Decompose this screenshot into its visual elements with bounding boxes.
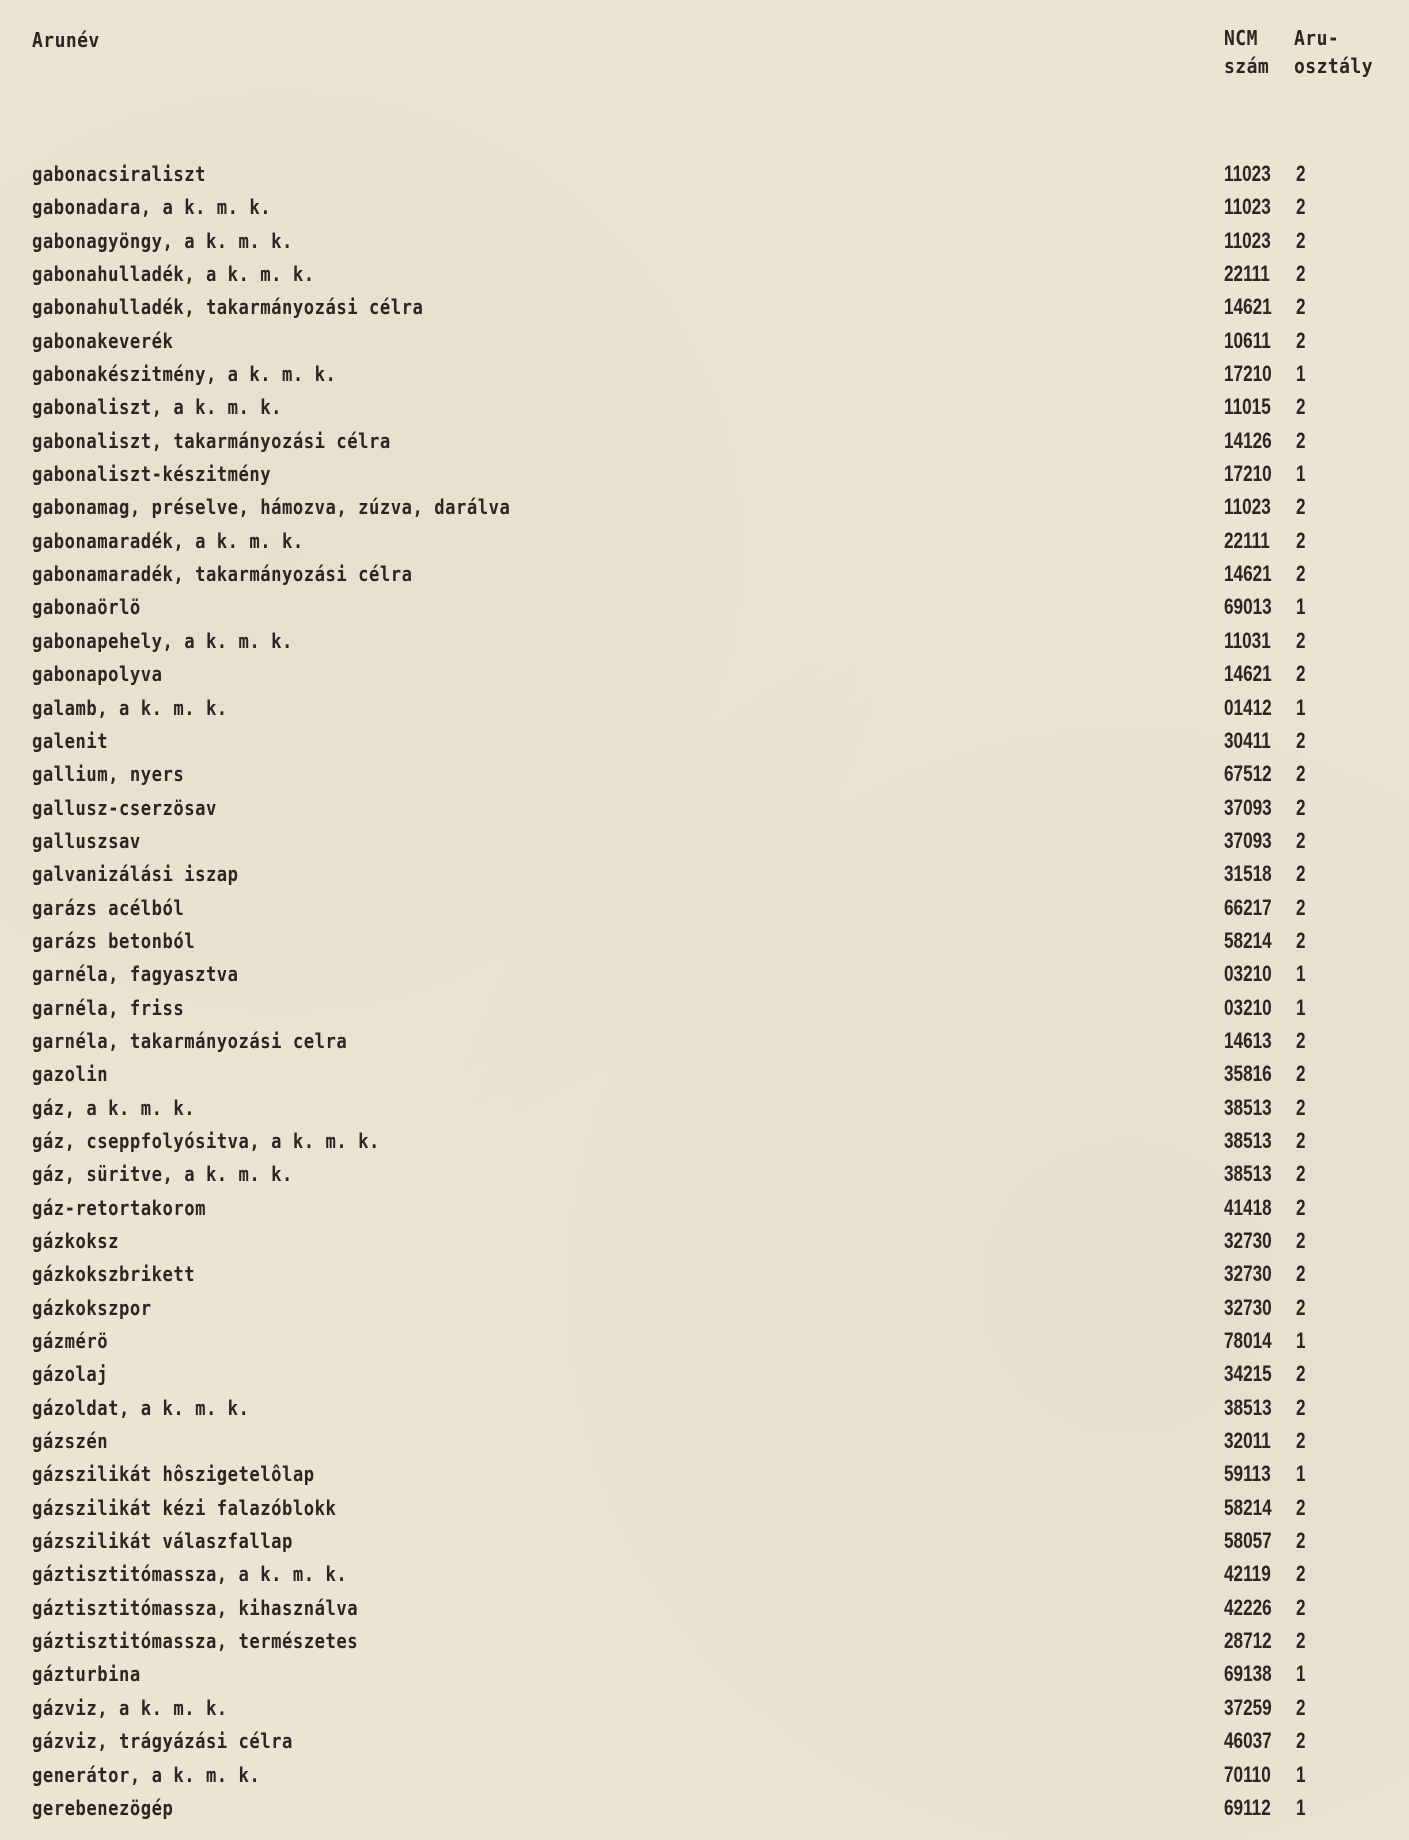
list-item <box>0 1658 1409 1691</box>
ncm-code: 69138 <box>1224 1661 1272 1687</box>
product-class: 2 <box>1296 627 1306 653</box>
product-class: 2 <box>1296 727 1306 753</box>
list-item <box>0 191 1409 224</box>
product-name: galluszsav <box>32 828 141 853</box>
ncm-code: 31518 <box>1224 861 1272 887</box>
list-item <box>0 1558 1409 1591</box>
ncm-code: 11015 <box>1224 394 1271 420</box>
product-name: gázolaj <box>32 1362 109 1387</box>
ncm-code: 28712 <box>1224 1628 1272 1654</box>
product-class: 2 <box>1296 1061 1306 1087</box>
product-name: gázviz, a k. m. k. <box>32 1695 228 1720</box>
product-name: gázviz, trágyázási célra <box>32 1729 293 1754</box>
ncm-code: 66217 <box>1224 894 1272 920</box>
product-class: 2 <box>1296 327 1306 353</box>
product-class: 2 <box>1296 1161 1306 1187</box>
column-header-name: Arunév <box>32 28 100 52</box>
ncm-code: 03210 <box>1224 994 1272 1020</box>
ncm-code: 78014 <box>1224 1328 1272 1354</box>
ncm-code: 37093 <box>1224 794 1272 820</box>
list-item <box>0 625 1409 658</box>
list-item <box>0 1759 1409 1792</box>
ncm-code: 17210 <box>1224 461 1272 487</box>
list-item <box>0 925 1409 958</box>
product-name: garnéla, friss <box>32 995 185 1020</box>
list-item <box>0 291 1409 324</box>
ncm-code: 32730 <box>1224 1228 1272 1253</box>
ncm-code: 11023 <box>1224 494 1271 520</box>
product-class: 2 <box>1296 427 1306 453</box>
product-class: 1 <box>1296 594 1306 620</box>
product-class: 1 <box>1296 1794 1306 1820</box>
product-name: gázszilikát válaszfallap <box>32 1529 293 1554</box>
product-class: 2 <box>1296 261 1306 287</box>
product-name: gabonaliszt, a k. m. k. <box>32 395 283 420</box>
list-item <box>0 1725 1409 1758</box>
list-item <box>0 992 1409 1025</box>
product-name: gazolin <box>32 1062 109 1087</box>
list-item <box>0 1092 1409 1125</box>
list-item <box>0 425 1409 458</box>
list-item <box>0 1258 1409 1291</box>
product-name: gázszén <box>32 1429 109 1454</box>
column-header-ncm <box>1224 24 1287 80</box>
product-class: 2 <box>1296 494 1306 520</box>
product-name: gabonacsiraliszt <box>32 162 206 186</box>
product-name: galamb, a k. m. k. <box>32 695 228 720</box>
ncm-code: 38513 <box>1224 1394 1272 1420</box>
product-class: 1 <box>1296 1461 1306 1487</box>
list-item <box>0 1192 1409 1225</box>
product-name: gabonaörlö <box>32 595 141 620</box>
product-class: 2 <box>1296 1528 1306 1554</box>
product-name: gabonahulladék, a k. m. k. <box>32 262 315 287</box>
list-item <box>0 358 1409 391</box>
column-header-class-line1: Aru- <box>1294 26 1340 50</box>
ncm-code: 01412 <box>1224 694 1272 720</box>
ncm-code: 42226 <box>1224 1594 1272 1620</box>
list-item <box>0 1358 1409 1391</box>
ncm-code: 38513 <box>1224 1094 1272 1120</box>
product-name: gázkoksz <box>32 1229 119 1253</box>
list-item <box>0 725 1409 758</box>
product-name: gabonaliszt-készitmény <box>32 462 272 487</box>
list-item <box>0 1125 1409 1158</box>
list-item <box>0 1592 1409 1625</box>
product-class: 2 <box>1296 1027 1306 1053</box>
ncm-code: 22111 <box>1224 261 1270 287</box>
list-item <box>0 1692 1409 1725</box>
list-item <box>0 391 1409 424</box>
product-class: 1 <box>1296 1328 1306 1354</box>
product-name: gázoldat, a k. m. k. <box>32 1395 250 1420</box>
list-item <box>0 258 1409 291</box>
list-item <box>0 1292 1409 1325</box>
column-header-class <box>1294 24 1393 80</box>
column-header-ncm-line2: szám <box>1224 54 1270 78</box>
list-item <box>0 591 1409 624</box>
product-class: 2 <box>1296 1361 1306 1387</box>
product-class: 1 <box>1296 1661 1306 1687</box>
product-list <box>0 158 1409 1825</box>
ncm-code: 03210 <box>1224 961 1272 987</box>
product-class: 2 <box>1296 827 1306 853</box>
product-class: 2 <box>1296 194 1306 220</box>
product-name: gázkokszpor <box>32 1295 152 1320</box>
list-item <box>0 1425 1409 1458</box>
ncm-code: 32730 <box>1224 1261 1272 1287</box>
product-class: 1 <box>1296 461 1306 487</box>
product-name: garnéla, takarmányozási celra <box>32 1028 348 1053</box>
ncm-code: 14621 <box>1224 561 1272 587</box>
product-class: 2 <box>1296 1728 1306 1754</box>
list-item <box>0 825 1409 858</box>
product-name: gallusz-cserzösav <box>32 795 217 820</box>
product-name: generátor, a k. m. k. <box>32 1762 261 1787</box>
ncm-code: 11023 <box>1224 194 1271 220</box>
product-class: 2 <box>1296 861 1306 887</box>
ncm-code: 14613 <box>1224 1027 1272 1053</box>
list-item <box>0 1325 1409 1358</box>
ncm-code: 69013 <box>1224 594 1272 620</box>
column-header-class-line2: osztály <box>1294 54 1374 78</box>
ncm-code: 42119 <box>1224 1561 1271 1587</box>
product-name: gabonamaradék, a k. m. k. <box>32 528 304 553</box>
list-item <box>0 1625 1409 1658</box>
product-name: gázkokszbrikett <box>32 1262 196 1287</box>
product-name: gabonadara, a k. m. k. <box>32 195 272 220</box>
ncm-code: 46037 <box>1224 1728 1272 1754</box>
product-name: gáztisztitómassza, kihasználva <box>32 1595 359 1620</box>
product-class: 2 <box>1296 1494 1306 1520</box>
ncm-code: 30411 <box>1224 727 1271 753</box>
product-name: galvanizálási iszap <box>32 862 239 887</box>
ncm-code: 58214 <box>1224 927 1272 953</box>
list-item <box>0 958 1409 991</box>
product-name: gabonagyöngy, a k. m. k. <box>32 228 293 253</box>
product-name: gabonaliszt, takarmányozási célra <box>32 428 391 453</box>
product-class: 2 <box>1296 794 1306 820</box>
list-item <box>0 1158 1409 1191</box>
product-class: 2 <box>1296 1428 1306 1454</box>
product-name: garázs betonból <box>32 928 196 953</box>
list-item <box>0 1058 1409 1091</box>
ncm-code: 38513 <box>1224 1127 1272 1153</box>
product-class: 2 <box>1296 1594 1306 1620</box>
ncm-code: 70110 <box>1224 1761 1271 1787</box>
product-name: gallium, nyers <box>32 762 185 787</box>
product-class: 2 <box>1296 1228 1306 1253</box>
product-name: gáztisztitómassza, a k. m. k. <box>32 1562 348 1587</box>
product-name: gázturbina <box>32 1662 141 1687</box>
list-item <box>0 458 1409 491</box>
product-name: gabonahulladék, takarmányozási célra <box>32 295 424 320</box>
ncm-code: 10611 <box>1224 327 1271 353</box>
column-header-ncm-line1: NCM <box>1224 26 1258 50</box>
list-item <box>0 1458 1409 1491</box>
product-name: gabonamaradék, takarmányozási célra <box>32 562 413 587</box>
product-name: gáz, a k. m. k. <box>32 1095 196 1120</box>
ncm-code: 67512 <box>1224 761 1272 787</box>
list-item <box>0 1225 1409 1258</box>
ncm-code: 14126 <box>1224 427 1272 453</box>
product-name: gerebenezögép <box>32 1795 174 1820</box>
product-name: gabonakészitmény, a k. m. k. <box>32 362 337 387</box>
product-name: gáz-retortakorom <box>32 1195 206 1220</box>
list-item <box>0 858 1409 891</box>
product-class: 1 <box>1296 1761 1306 1787</box>
product-class: 2 <box>1296 1628 1306 1654</box>
product-class: 2 <box>1296 561 1306 587</box>
ncm-code: 11023 <box>1224 227 1271 253</box>
product-class: 2 <box>1296 661 1306 687</box>
ncm-code: 14621 <box>1224 294 1272 320</box>
list-item <box>0 491 1409 524</box>
product-name: gabonapehely, a k. m. k. <box>32 628 293 653</box>
ncm-code: 14621 <box>1224 661 1272 687</box>
product-name: garnéla, fagyasztva <box>32 962 239 987</box>
product-name: garázs acélból <box>32 895 185 920</box>
list-item <box>0 758 1409 791</box>
product-name: gabonamag, préselve, hámozva, zúzva, darálva <box>32 495 511 520</box>
product-name: gáz, süritve, a k. m. k. <box>32 1162 293 1187</box>
product-class: 2 <box>1296 227 1306 253</box>
ncm-code: 32011 <box>1224 1428 1271 1454</box>
ncm-code: 37259 <box>1224 1694 1272 1720</box>
list-item <box>0 1492 1409 1525</box>
product-name: gáz, cseppfolyósitva, a k. m. k. <box>32 1128 380 1153</box>
ncm-code: 41418 <box>1224 1194 1272 1220</box>
product-class: 1 <box>1296 361 1306 387</box>
product-class: 2 <box>1296 761 1306 787</box>
ncm-code: 11023 <box>1224 161 1271 186</box>
list-item <box>0 692 1409 725</box>
ncm-code: 11031 <box>1224 627 1271 653</box>
ncm-code: 59113 <box>1224 1461 1271 1487</box>
list-item <box>0 158 1409 191</box>
list-item <box>0 225 1409 258</box>
list-item <box>0 792 1409 825</box>
product-class: 2 <box>1296 394 1306 420</box>
ncm-code: 58057 <box>1224 1528 1272 1554</box>
product-class: 2 <box>1296 1194 1306 1220</box>
ncm-code: 69112 <box>1224 1794 1271 1820</box>
product-class: 2 <box>1296 1294 1306 1320</box>
product-class: 2 <box>1296 1561 1306 1587</box>
ncm-code: 58214 <box>1224 1494 1272 1520</box>
list-item <box>0 325 1409 358</box>
list-item <box>0 1792 1409 1825</box>
ncm-code: 35816 <box>1224 1061 1272 1087</box>
product-class: 1 <box>1296 994 1306 1020</box>
list-item <box>0 658 1409 691</box>
product-class: 2 <box>1296 294 1306 320</box>
product-name: gabonakeverék <box>32 328 174 353</box>
ncm-code: 38513 <box>1224 1161 1272 1187</box>
product-class: 2 <box>1296 527 1306 553</box>
product-name: galenit <box>32 728 109 753</box>
product-name: gázszilikát hôszigetelôlap <box>32 1462 315 1487</box>
product-name: gázszilikát kézi falazóblokk <box>32 1495 337 1520</box>
list-item <box>0 1025 1409 1058</box>
product-class: 2 <box>1296 1394 1306 1420</box>
product-name: gázmérö <box>32 1329 109 1354</box>
product-class: 2 <box>1296 894 1306 920</box>
product-class: 2 <box>1296 927 1306 953</box>
ncm-code: 37093 <box>1224 827 1272 853</box>
ncm-code: 34215 <box>1224 1361 1272 1387</box>
ncm-code: 22111 <box>1224 527 1270 553</box>
list-item <box>0 558 1409 591</box>
product-class: 2 <box>1296 1694 1306 1720</box>
product-class: 2 <box>1296 1127 1306 1153</box>
list-item <box>0 1392 1409 1425</box>
product-class: 2 <box>1296 1094 1306 1120</box>
product-name: gáztisztitómassza, természetes <box>32 1629 359 1654</box>
ncm-code: 32730 <box>1224 1294 1272 1320</box>
product-class: 2 <box>1296 161 1306 186</box>
product-class: 1 <box>1296 694 1306 720</box>
list-item <box>0 1525 1409 1558</box>
ncm-code: 17210 <box>1224 361 1272 387</box>
product-class: 1 <box>1296 961 1306 987</box>
list-item <box>0 892 1409 925</box>
list-item <box>0 525 1409 558</box>
product-name: gabonapolyva <box>32 662 163 687</box>
product-class: 2 <box>1296 1261 1306 1287</box>
